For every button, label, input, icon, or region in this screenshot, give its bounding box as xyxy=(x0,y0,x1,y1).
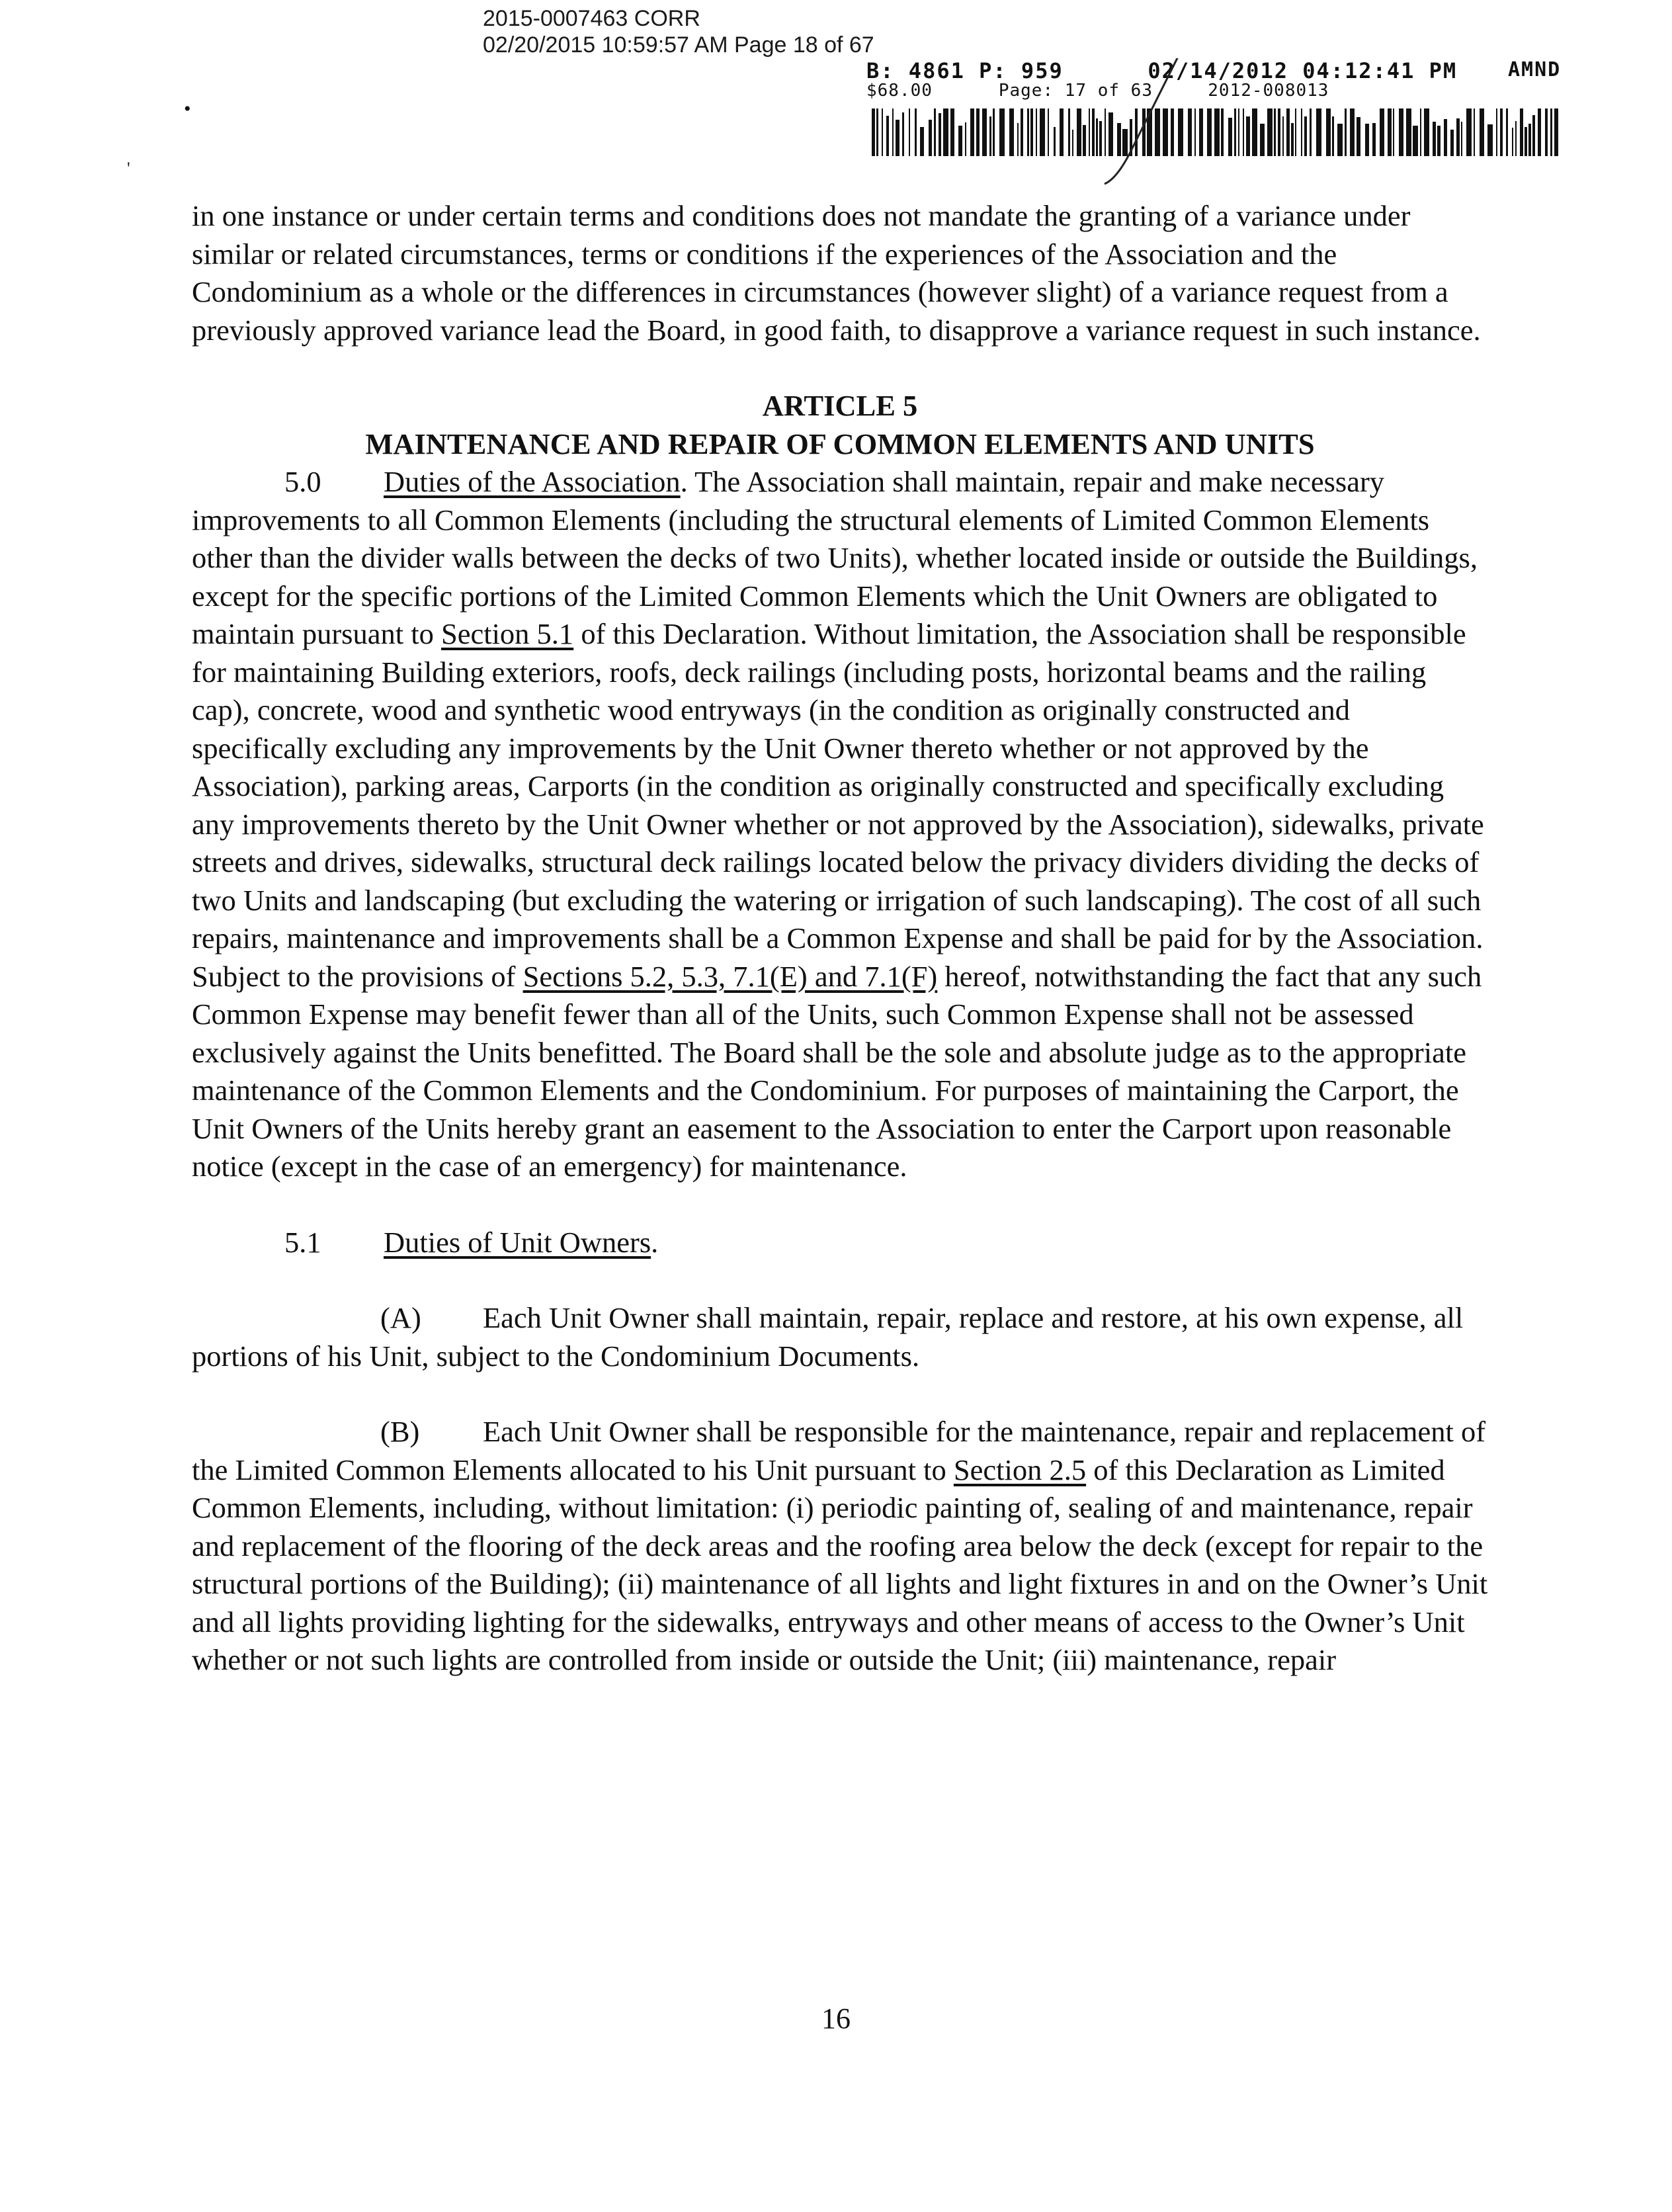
section-5-0: 5.0 Duties of the Association. The Association shall maintain, repair and make necessary improvements to all Common Elements (including the structural elements of Limited Common Elements other than the divider walls between the decks of two Units), whether located inside or outside the Buildings, except for the specific portions of the Limited Common Elements which the Unit Owners are obligated to maintain pursuant to Section 5.1 of this Declaration. Without limitation, the Association shall be responsible for maintaining Building exteriors, roofs, deck railings (including posts, horizontal beams and the railing cap), concrete, wood and synthetic wood entryways (in the condition as originally constructed and specifically excluding any improvements by the Unit Owner thereto whether or not approved by the Association), parking areas, Carports (in the condition as originally constructed and specifically excluding any improvements thereto by the Unit Owner whether or not approved by the Association), sidewalks, private streets and drives, sidewalks, structural deck railings located below the privacy dividers dividing the decks of two Units and landscaping (but excluding the watering or irrigation of such landscaping). The cost of all such repairs, maintenance and improvements shall be a Common Expense and shall be paid for by the Association. Subject to the provisions of Sections 5.2, 5.3, 7.1(E) and 7.1(F) hereof, notwithstanding the fact that any such Common Expense may benefit fewer than all of the Units, such Common Expense shall not be assessed exclusively against the Units benefitted. The Board shall be the sole and absolute judge as to the appropriate maintenance of the Common Elements and the Condominium. For purposes of maintaining the Carport, the Unit Owners of the Units hereby grant an easement to the Association to enter the Carport upon reasonable notice (except in the case of an emergency) for maintenance. xyxy=(192,463,1488,1186)
section-reference: Section 2.5 xyxy=(953,1453,1087,1486)
section-number: 5.1 xyxy=(284,1225,321,1259)
barcode xyxy=(866,106,1568,159)
scan-speck: • xyxy=(184,98,191,120)
filing-timestamp: 02/20/2015 10:59:57 AM Page 18 of 67 xyxy=(483,32,874,58)
section-reference: Sections 5.2, 5.3, 7.1(E) and 7.1(F) xyxy=(522,959,938,993)
recording-book-page-date: B: 4861 P: 959 02/14/2012 04:12:41 PM xyxy=(866,58,1458,83)
recording-stamp xyxy=(866,58,1568,164)
recording-fee-page: $68.00 Page: 17 of 63 2012-008013 xyxy=(866,81,1329,101)
article-number: ARTICLE 5 xyxy=(762,389,918,422)
section-number: 5.0 xyxy=(284,465,321,498)
document-body xyxy=(192,197,1488,1680)
recording-type: AMND xyxy=(1508,58,1562,81)
subsection-a: (A) Each Unit Owner shall maintain, repair, replace and restore, at his own expense, all portions of his Unit, subject to the Condominium Documents. xyxy=(192,1299,1488,1375)
subsection-label: (B) xyxy=(380,1415,420,1448)
filing-header xyxy=(483,5,874,58)
document-id: 2015-0007463 CORR xyxy=(483,6,700,31)
subsection-b: (B) Each Unit Owner shall be responsible for the maintenance, repair and replacement of the Limited Common Elements allocated to his Unit pursuant to Section 2.5 of this Declaration as Limited Common Elements, including, without limitation: (i) periodic painting of, sealing of and maintenance, repair and replacement of the flooring of the deck areas and the roofing area below the deck (except for repair to the structural portions of the Building); (ii) maintenance of all lights and light fixtures in and on the Owner’s Unit and all lights providing lighting for the sidewalks, entryways and other means of access to the Owner’s Unit whether or not such lights are controlled from inside or outside the Unit; (iii) maintenance, repair xyxy=(192,1413,1488,1680)
article-title: MAINTENANCE AND REPAIR OF COMMON ELEMENTS AND UNITS xyxy=(365,427,1315,460)
section-heading: Duties of the Association xyxy=(384,465,681,498)
section-5-1: 5.1 Duties of Unit Owners. xyxy=(192,1224,1488,1262)
section-reference: Section 5.1 xyxy=(440,617,574,650)
paragraph-continuation: in one instance or under certain terms and conditions does not mandate the granting of a variance under similar or related circumstances, terms or conditions if the experiences of the Association and the Condominium as a whole or the differences in circumstances (however slight) of a variance request from a previously approved variance lead the Board, in good faith, to disapprove a variance request in such instance. xyxy=(192,199,1481,347)
page-number: 16 xyxy=(821,2002,851,2035)
section-heading: Duties of Unit Owners xyxy=(384,1225,651,1259)
subsection-label: (A) xyxy=(380,1301,421,1334)
scan-speck: ' xyxy=(127,159,130,178)
